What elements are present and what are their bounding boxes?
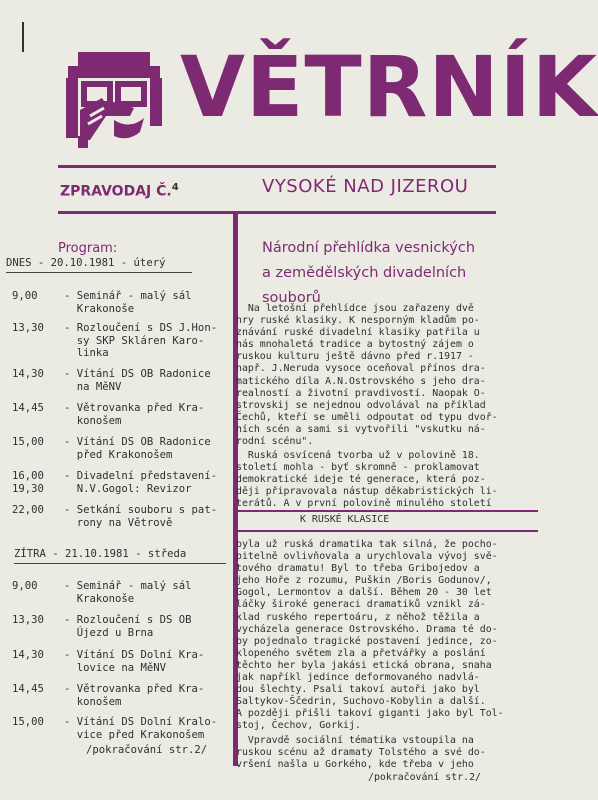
article-headline-3: souborů — [262, 290, 321, 306]
schedule-text: - Vítání DS OB Radonice před Krakonošem — [64, 436, 211, 461]
article-paragraph-4: Vpravdě sociální tématika vstoupila na ruskou scénu až dramaty Tolstého a své do- vršení našla u Gorkého, kde třeba v jeho — [236, 735, 486, 771]
schedule-time: 14,30 — [12, 368, 44, 380]
schedule-item — [12, 504, 232, 542]
schedule-text: - Větrovanka před Kra- konošem — [64, 402, 205, 427]
schedule-text: - Divadelní představení- N.V.Gogol: Revizor — [64, 470, 218, 495]
article-paragraph-1: Na letošní přehlídce jsou zařazeny dvě hry ruské klasiky. K nesporným kladům po- znávání ruské divadelní klasiky patřila u nás mnohaletá tradice a bytostný zájem o ruskou kulturu ještě dávno před r.1917 - např. J.Neruda vysoce oceňoval přínos dra- matického díla A.N.Ostrovského s jeho dra- realností a životní pravdivostí. Naopak O- strovskij se nejednou odvolával na příklad Čechů, kteří se uměli odpoutat od typu dvoř- ních scén a sami si vytvořili "vskutku ná- rodní scénu". — [236, 303, 498, 448]
schedule-item — [12, 614, 232, 652]
article-headline-1: Národní přehlídka vesnických — [262, 240, 476, 256]
schedule-text: - Setkání souboru s pat- rony na Větrově — [64, 504, 218, 529]
issue-number: 4 — [171, 182, 179, 193]
schedule-text: - Vítání DS Dolní Kra- lovice na MěNV — [64, 649, 205, 674]
schedule-time: 13,30 — [12, 614, 44, 626]
masthead-bottom-rule — [58, 211, 496, 214]
section-heading-bottom-rule — [238, 530, 538, 532]
program-continued: /pokračování str.2/ — [86, 744, 208, 756]
masthead-top-rule — [58, 165, 496, 168]
schedule-time: 14,45 — [12, 402, 44, 414]
day-2-underline — [14, 563, 226, 564]
schedule-item — [12, 436, 232, 474]
schedule-item — [12, 322, 232, 360]
day-1-underline — [6, 272, 192, 273]
schedule-time: 9,00 — [12, 290, 38, 302]
schedule-text: - Rozloučení s DS OB Újezd u Brna — [64, 614, 192, 639]
schedule-time: 15,00 — [12, 716, 44, 728]
schedule-text: - Vítání DS Dolní Kralo- vice před Krakonošem — [64, 716, 218, 741]
article-headline-2: a zemědělských divadelních — [262, 265, 467, 281]
schedule-item — [12, 649, 232, 687]
section-heading: K RUSKÉ KLASICE — [300, 514, 390, 525]
schedule-item — [12, 402, 232, 440]
schedule-text: - Seminář - malý sál Krakonoše — [64, 580, 192, 605]
logo — [64, 50, 164, 150]
program-heading: Program: — [58, 241, 118, 256]
schedule-item — [12, 368, 232, 406]
schedule-item — [12, 470, 232, 508]
schedule-text: - Seminář - malý sál Krakonoše — [64, 290, 192, 315]
schedule-time: 22,00 — [12, 504, 44, 516]
article-continued: /pokračování str.2/ — [368, 772, 481, 783]
schedule-text: - Větrovanka před Kra- konošem — [64, 683, 205, 708]
logo-mask-icon — [64, 50, 164, 150]
location: VYSOKÉ NAD JIZEROU — [262, 176, 469, 197]
masthead-title: VĚTRNÍK — [180, 38, 598, 136]
schedule-time: 16,00 19,30 — [12, 470, 44, 495]
schedule-time: 14,45 — [12, 683, 44, 695]
margin-mark — [22, 22, 24, 52]
schedule-time: 9,00 — [12, 580, 38, 592]
day-2-title: ZÍTRA - 21.10.1981 - středa — [14, 548, 187, 560]
schedule-item — [12, 580, 232, 618]
article-paragraph-2: Ruská osvícená tvorba už v polovině 18. století mohla - byť skromně - proklamovat demokratické ideje té generace, která poz- ději připravovala nástup děkabristických li- terátů. A v první polovině minulého století — [236, 450, 498, 510]
issue-label — [60, 182, 179, 200]
article-paragraph-3: byla už ruská dramatika tak silná, že pocho- pitelně ovlivňovala a urychlovala vývoj svě- tového dramatu! Byl to třeba Gribojedov a jeho Hoře z rozumu, Puškin /Boris Godunov/, Gogol, Lermontov a další. Během 20 - 30 let láčky široké generaci dramatiků vznikl zá- klad ruského repertoáru, z něhož těžila a vycházela generace Ostrovského. Drama té do- by pojednalo tragické postavení jedince, zo- klopeného světem zla a přetvářky a poslání těchto her byla jakási etická obrana, snaha jak napříkl jedince deformovaného nadvlá- dou šlechty. Psali takoví autoři jako byl Saltykov-Ščedrin, Suchovo-Kobylin a další. A později přišli takoví giganti jako byl Tol- stoj, Čechov, Gorkij. — [236, 539, 504, 732]
issue-label-text: ZPRAVODAJ Č. — [60, 183, 172, 200]
schedule-time: 15,00 — [12, 436, 44, 448]
schedule-time: 14,30 — [12, 649, 44, 661]
section-heading-top-rule — [238, 510, 538, 512]
schedule-time: 13,30 — [12, 322, 44, 334]
day-1-title: DNES - 20.10.1981 - úterý — [6, 257, 166, 269]
schedule-text: - Vítání DS OB Radonice na MěNV — [64, 368, 211, 393]
schedule-text: - Rozloučení s DS J.Hon- sy SKP Skláren Karo- linka — [64, 322, 218, 360]
